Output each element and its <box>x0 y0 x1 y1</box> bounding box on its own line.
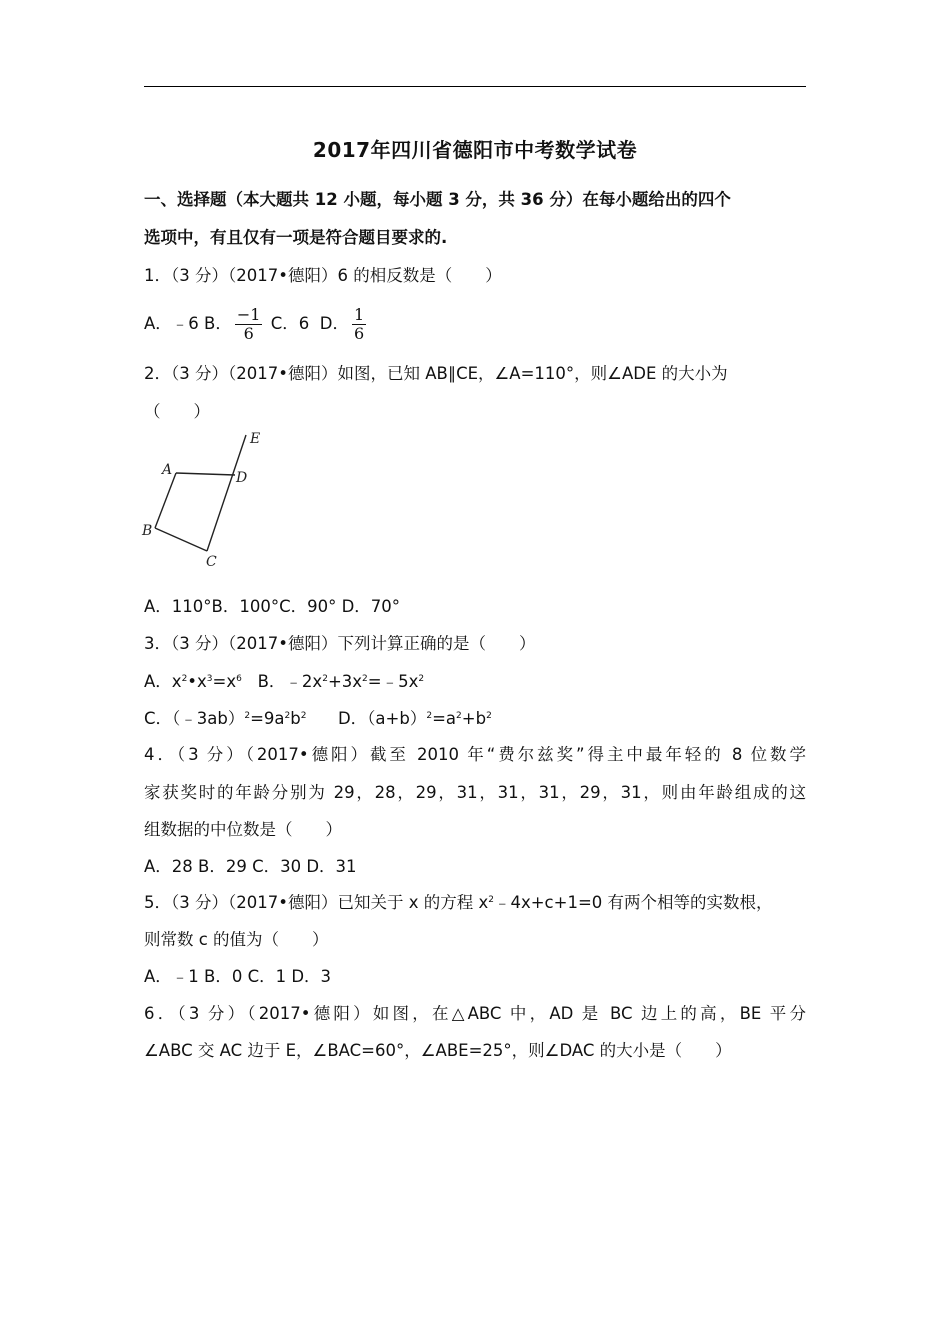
q1-option-d-label: D． <box>319 314 349 333</box>
q5-options: A．﹣1 B．0 C．1 D．3 <box>144 967 332 986</box>
q3-d-result-a: =a <box>432 709 457 728</box>
q3-option-b <box>258 672 424 691</box>
q1-options <box>144 304 369 344</box>
q1-option-c: C．6 <box>270 314 310 333</box>
q3-d-base: D．（a+b） <box>337 709 427 728</box>
q3-d-result-b: +b <box>461 709 487 728</box>
q3-a-exp1: 2 <box>181 674 188 684</box>
q3-a-exp3: 6 <box>236 674 242 684</box>
q2-stem: 2．（3 分）（2017•德阳）如图，已知 AB∥CE，∠A=110°，则∠ADE 的大小为 <box>144 364 728 383</box>
q5-line-2: 则常数 c 的值为（ ） <box>144 930 329 949</box>
q5-exponent: 2 <box>488 895 494 905</box>
q3-c-exp2: 2 <box>284 711 291 721</box>
section-heading-line-1: 一、选择题（本大题共 12 小题，每小题 3 分，共 36 分）在每小题给出的四个 <box>144 190 731 209</box>
q1-b-denominator: 6 <box>243 324 254 343</box>
q1-b-numerator: −1 <box>236 305 261 324</box>
q3-c-base: C．（﹣3ab） <box>144 709 245 728</box>
page-title: 2017年四川省德阳市中考数学试卷 <box>312 138 638 162</box>
q2-geometry-figure <box>138 428 278 570</box>
q3-d-exp2: 2 <box>456 711 462 721</box>
q3-b-term2: +3x <box>327 672 363 691</box>
q1-option-b-fraction <box>235 306 263 343</box>
q3-option-a <box>144 672 242 691</box>
q3-option-c <box>144 709 306 728</box>
q4-line-2: 家获奖时的年龄分别为 29，28，29，31，31，31，29，31，则由年龄组成的这 <box>144 783 806 802</box>
q2-answer-paren: （ ） <box>144 402 210 421</box>
q3-c-result-a: =9a <box>250 709 285 728</box>
q5-line-1 <box>144 891 773 915</box>
header-rule <box>144 86 806 87</box>
q3-a-result: =x <box>212 672 237 691</box>
label-a: A <box>162 462 173 478</box>
q5-stem-end: ﹣4x+c+1=0 有两个相等的实数根， <box>493 893 773 912</box>
segment-ab <box>155 473 176 528</box>
q1-d-numerator: 1 <box>353 305 365 324</box>
q3-c-exp3: 2 <box>300 711 307 721</box>
q3-options-ab <box>144 670 424 694</box>
q3-a-base2: •x <box>187 672 207 691</box>
q4-line-1: 4．（3 分）（2017•德阳）截至 2010 年“费尔兹奖”得主中最年轻的 8 位数学 <box>144 745 806 764</box>
section-heading-line-2: 选项中，有且仅有一项是符合题目要求的. <box>144 228 448 247</box>
segment-ad <box>176 473 235 475</box>
q3-options-cd <box>144 707 492 731</box>
q1-d-denominator: 6 <box>353 324 365 343</box>
q3-a-base1: A．x <box>144 672 182 691</box>
q3-b-exp2: 2 <box>362 674 368 684</box>
label-b: B <box>142 523 153 539</box>
q6-line-1: 6．（3 分）（2017•德阳）如图，在△ABC 中，AD 是 BC 边上的高，BE 平分 <box>144 1004 806 1023</box>
q3-c-result-b: b <box>290 709 301 728</box>
q2-options: A．110°B．100°C．90° D．70° <box>144 597 401 616</box>
label-c: C <box>206 554 217 570</box>
segment-bc <box>155 528 207 551</box>
q3-a-exp2: 3 <box>206 674 213 684</box>
q3-d-exp1: 2 <box>426 711 433 721</box>
q4-line-3: 组数据的中位数是（ ） <box>144 820 342 839</box>
q1-option-d-fraction <box>352 306 366 343</box>
q4-options: A．28 B．29 C．30 D．31 <box>144 857 357 876</box>
q1-option-a: A．﹣6 <box>144 314 199 333</box>
segment-ce <box>207 435 246 551</box>
q3-b-exp1: 2 <box>322 674 328 684</box>
q1-option-b-label: B． <box>204 314 232 333</box>
q6-line-2: ∠ABC 交 AC 边于 E，∠BAC=60°，∠ABE=25°，则∠DAC 的大小是（ ） <box>144 1041 732 1060</box>
q5-stem-start: 5．（3 分）（2017•德阳）已知关于 x 的方程 x <box>144 893 489 912</box>
q3-option-d <box>338 709 492 728</box>
q3-stem: 3．（3 分）（2017•德阳）下列计算正确的是（ ） <box>144 634 536 653</box>
q3-c-exp1: 2 <box>244 711 251 721</box>
label-e: E <box>250 431 261 447</box>
q3-b-term1: B．﹣2x <box>257 672 323 691</box>
q1-stem: 1．（3 分）（2017•德阳）6 的相反数是（ ） <box>144 266 502 285</box>
label-d: D <box>236 470 248 486</box>
q3-d-exp3: 2 <box>486 711 492 721</box>
q3-b-exp3: 2 <box>418 674 425 684</box>
q3-b-result: =﹣5x <box>367 672 419 691</box>
